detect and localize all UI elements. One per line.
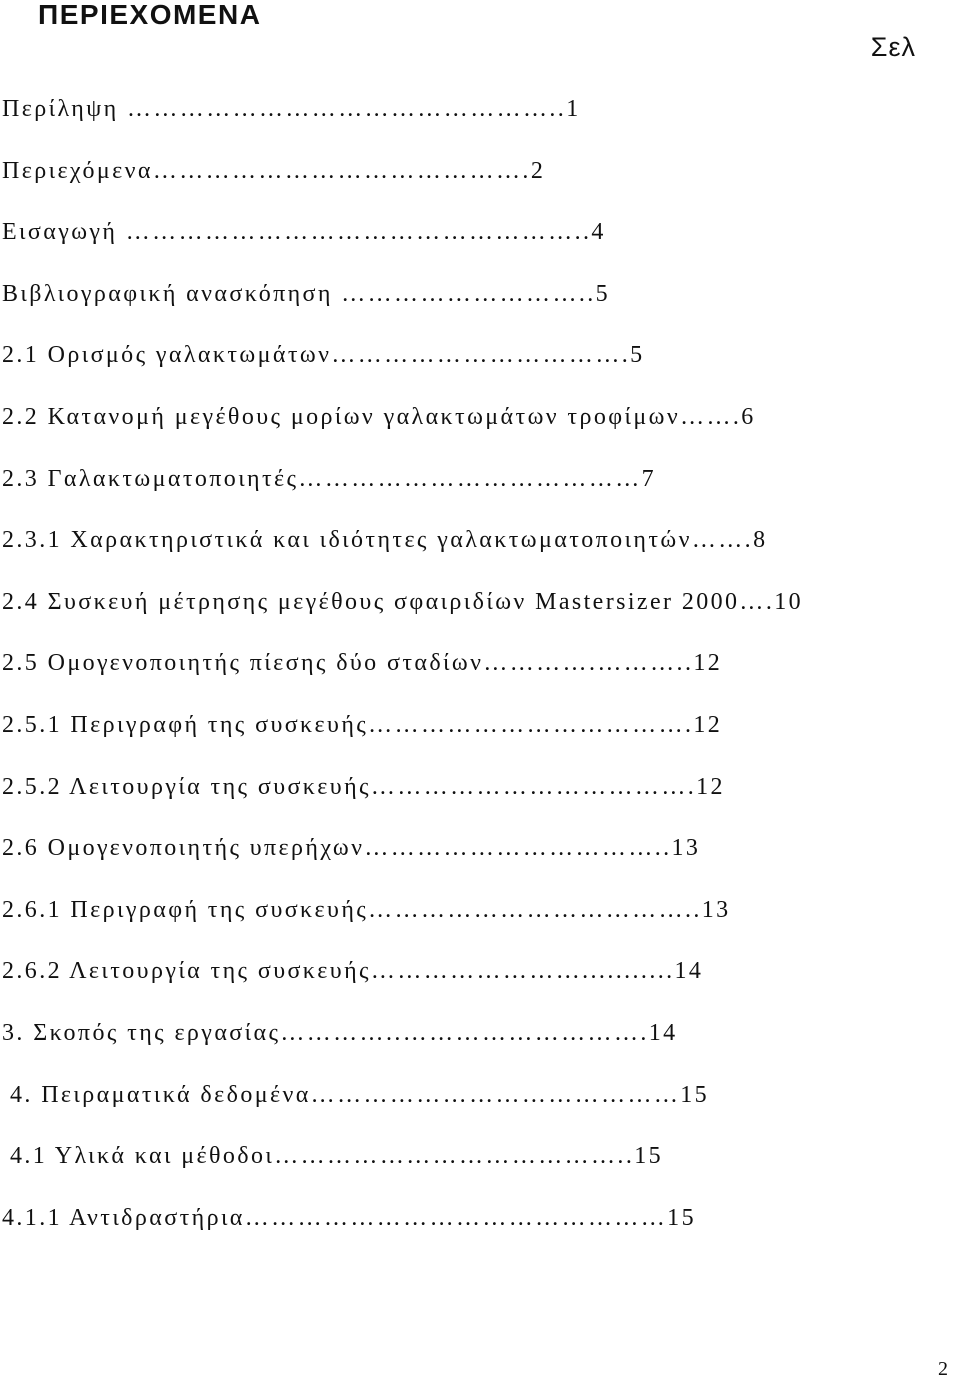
toc-entry-literature-review: Βιβλιογραφική ανασκόπηση ………………………..5 bbox=[2, 280, 611, 307]
toc-entry-2-4: 2.4 Συσκευή μέτρησης μεγέθους σφαιριδίων Mastersizer 2000….10 bbox=[2, 588, 804, 615]
toc-entry-2-6-2: 2.6.2 Λειτουργία της συσκευής……………………...........14 bbox=[2, 958, 704, 985]
toc-entry-3: 3. Σκοπός της εργασίας…………..……………………….14 bbox=[2, 1019, 678, 1046]
page-column-header: Σελ bbox=[870, 32, 916, 62]
toc-entry-2-5-1: 2.5.1 Περιγραφή της συσκευής……………………………….12 bbox=[2, 711, 723, 738]
toc-entry-4-1-1: 4.1.1 Αντιδραστήρια…………………………………………15 bbox=[2, 1204, 696, 1231]
toc-list bbox=[0, 90, 803, 1260]
toc-entry-4: 4. Πειραματικά δεδομένα……………………………………15 bbox=[10, 1081, 710, 1108]
toc-entry-2-2: 2.2 Κατανομή μεγέθους μορίων γαλακτωμάτων τροφίμων…….6 bbox=[2, 403, 756, 430]
toc-title: ΠΕΡΙΕΧΟΜΕΝΑ bbox=[38, 0, 262, 30]
toc-entry-contents: Περιεχόμενα…………………………………….2 bbox=[2, 157, 546, 184]
toc-entry-4-1: 4.1 Υλικά και μέθοδοι…………………………………..15 bbox=[10, 1143, 664, 1170]
toc-entry-2-5: 2.5 Ομογενοποιητής πίεσης δύο σταδίων………….………..12 bbox=[2, 650, 723, 677]
toc-entry-2-3-1: 2.3.1 Χαρακτηριστικά και ιδιότητες γαλακτωματοποιητών…….8 bbox=[2, 527, 768, 554]
toc-entry-2-6: 2.6 Ομογενοποιητής υπερήχων……………………………..13 bbox=[2, 835, 701, 862]
toc-entry-2-5-2: 2.5.2 Λειτουργία της συσκευής……………………………….12 bbox=[2, 773, 725, 800]
toc-entry-2-1: 2.1 Ορισμός γαλακτωμάτων…………………………….5 bbox=[2, 342, 645, 369]
toc-entry-introduction: Εισαγωγή ……………………………………………..4 bbox=[2, 219, 606, 246]
toc-entry-2-6-1: 2.6.1 Περιγραφή της συσκευής………………………………..13 bbox=[2, 896, 731, 923]
page-number: 2 bbox=[938, 1358, 948, 1380]
toc-entry-abstract: Περίληψη …………………………………………..1 bbox=[2, 96, 581, 122]
toc-entry-2-3: 2.3 Γαλακτωματοποιητές…………………………………7 bbox=[2, 465, 657, 492]
